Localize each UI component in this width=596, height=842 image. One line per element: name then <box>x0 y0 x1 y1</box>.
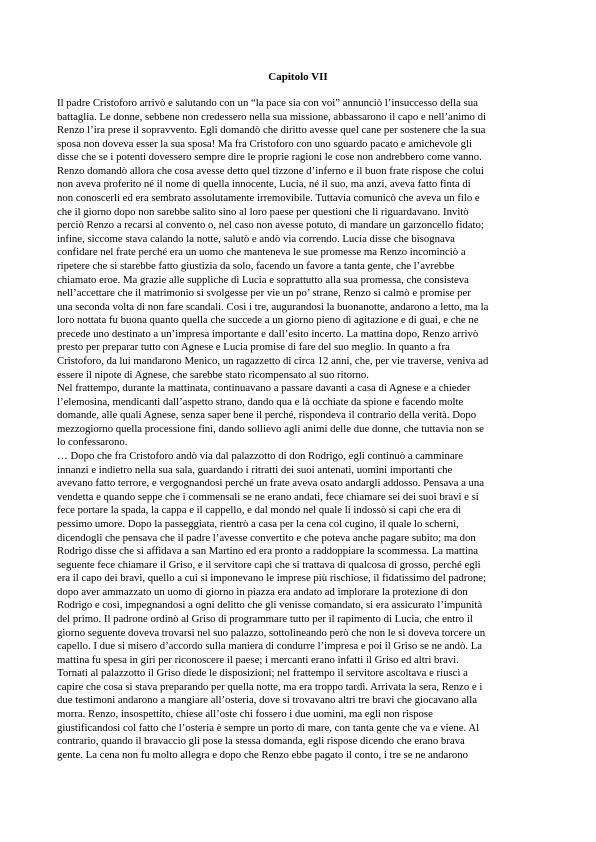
text-line: che il giorno dopo non sarebbe salito sino al loro paese per questioni che li riguardavano. Invitò <box>57 205 469 218</box>
text-line: capello. I due si misero d’accordo sulla maniera di condurre l’impresa e poi il Griso se ne andò. La <box>57 640 483 653</box>
text-line: Il padre Cristoforo arrivò e salutando con un “la pace sia con voi” annunciò l’insuccesso della sua <box>57 97 478 109</box>
text-line: morra. Renzo, insospettito, chiese all’oste chi fossero i due uomini, ma egli non rispose <box>57 708 433 721</box>
text-line: giorno seguente doveva trovarsi nel suo palazzo, sottolineando però che non le si doveva torcere un <box>57 626 486 639</box>
text-line: avevano fatto terrore, e vergognandosi perché un frate aveva osato andargli addosso. Pensava a una <box>57 477 485 490</box>
text-line: precede uno destinato a un’impresa importante e dall’esito incerto. La mattina dopo, Renzo arrivò <box>57 327 479 340</box>
text-line: Nel frattempo, durante la mattinata, continuavano a passare davanti a casa di Agnese e a chieder <box>57 382 471 395</box>
text-line: seguente fece chiamare il Griso, e il servitore capì che si trattava di qualcosa di grosso, perché egli <box>57 558 481 571</box>
text-line: contrario, quando il bravaccio gli pose la stessa domanda, egli rispose dicendo che erano brava <box>57 735 465 748</box>
text-line: due testimoni andarono a mangiare all’osteria, dove si trovavano altri tre bravi che giocavano alla <box>57 694 477 707</box>
text-line: infine, siccome stava calando la notte, salutò e andò via correndo. Lucia disse che bisognava <box>57 232 455 245</box>
text-line: Rodrigo e così, impegnandosi a ogni delitto che gli venisse comandato, si era assicurato l’impunità <box>57 599 483 612</box>
text-line: domande, alle quali Agnese, senza saper bene il perché, rispondeva il contrario della verità. Dopo <box>57 409 477 422</box>
text-line: … Dopo che fra Cristoforo andò via dal palazzotto di don Rodrigo, egli continuò a camminare <box>57 450 463 463</box>
text-line: chiamato eroe. Ma grazie alle suppliche di Lucia e soprattutto alla sua promessa, che consisteva <box>57 273 469 286</box>
text-line: vendetta e quando seppe che i commensali se ne erano andati, fece chiamare sei dei suoi bravi e si <box>57 490 479 503</box>
text-line: del primo. Il padrone ordinò al Griso di programmare tutto per il rapimento di Lucia, che entro il <box>57 612 473 625</box>
text-line: mattina fu spesa in giri per riconoscere il paese; i mercanti erano infatti il Griso ed altri bravi. <box>57 653 459 666</box>
text-line: pessimo umore. Dopo la passeggiata, rientrò a casa per la cena col cugino, il quale lo schernì, <box>57 517 459 530</box>
chapter-body <box>57 97 543 762</box>
text-line: dicendogli che pensava che il padre l’avesse convertito e che poteva anche pagare subito; ma don <box>57 531 476 544</box>
text-line: battaglia. Le donne, sebbene non credessero nella sua missione, abbassarono il capo e nell’animo di <box>57 110 486 123</box>
text-line: non conoscerli ed era sembrato assolutamente irremovibile. Tuttavia comunicò che aveva un filo e <box>57 192 480 205</box>
text-line: presto per preparar tutto con Agnese e Lucia promise di fare del suo meglio. In quanto a fra <box>57 341 450 354</box>
text-line: non aveva proferito né il nome di quella innocente, Lucia, né il suo, ma anzi, aveva fatto finta di <box>57 178 471 191</box>
text-line: gente. La cena non fu molto allegra e dopo che Renzo ebbe pagato il conto, i tre se ne andarono <box>57 748 469 761</box>
text-line: una seconda volta di non fare scandali. Così i tre, augurandosi la buonanotte, andarono a letto, ma la <box>57 300 489 313</box>
text-line: lo confessarono. <box>57 436 128 449</box>
text-line: Renzo l’ira prese il sopravvento. Egli domandò che diritto avesse quel cane per sostenere che la sua <box>57 124 486 137</box>
text-line: essere il nipote di Agnese, che sarebbe stato ricompensato al suo ritorno. <box>57 368 369 381</box>
text-line: Tornati al palazzotto il Griso diede le disposizioni; nel frattempo il servitore ascoltava e riuscì a <box>57 667 468 680</box>
text-line: era il capo dei bravi, quello a cui si imponevano le imprese più rischiose, il fidatissimo del padrone; <box>57 572 486 585</box>
text-line: fece portare la spada, la cappa e il cappello, e dal mondo nel quale li indossò si capì che era di <box>57 504 462 517</box>
text-line: dopo aver ammazzato un uomo di giorno in piazza era andato ad implorare la protezione di don <box>57 585 468 598</box>
text-line: l’elemosina, mendicanti dall’aspetto strano, dando qua e là occhiate da spione e facendo molte <box>57 395 464 408</box>
text-line: mezzogiorno quella processione finì, dando sollievo agli animi delle due donne, che tuttavia non se <box>57 422 484 435</box>
text-line: Renzo domandò allora che cosa avesse detto quel tizzone d’inferno e il buon frate rispose che colui <box>57 164 484 177</box>
text-line: Cristoforo, da lui mandarono Menico, un ragazzetto di circa 12 anni, che, per vie traverse, veniva ad <box>57 354 489 367</box>
text-line: disse che se i potenti dovessero sempre dire le proprie ragioni le cose non andrebbero come vanno. <box>57 151 482 164</box>
text-line: innanzi e indietro nella sua sala, guardando i ritratti dei suoi antenati, uomini importanti che <box>57 463 453 476</box>
text-line: ripetere che si starebbe fatto giustizia da solo, facendo un favore a tanta gente, che l’avrebbe <box>57 259 455 272</box>
text-line: nell’accettare che il matrimonio si svolgesse per vie un po’ strane, Renzo si calmò e promise per <box>57 287 471 300</box>
text-line: Rodrigo disse che si affidava a san Martino ed era pronto a raddoppiare la scommessa. La mattina <box>57 545 479 558</box>
text-line: perciò Renzo a recarsi al convento o, nel caso non avesse potuto, di mandare un garzoncello fidato; <box>57 219 484 232</box>
text-line: loro nottata fu buona quanto quella che succede a un giorno pieno di agitazione e di guai, e che ne <box>57 314 479 327</box>
text-line: confidare nel frate perché era un uomo che manteneva le sue promesse ma Renzo incominciò a <box>57 246 466 259</box>
text-line: sposa non doveva esser la sua sposa! Ma fra Cristoforo con uno sguardo pacato e amichevole gli <box>57 137 472 150</box>
chapter-title: Capitolo VII <box>268 71 328 83</box>
text-line: giustificandosi col fatto che l’osteria è sempre un porto di mare, con tanta gente che va e viene. Al <box>57 721 480 734</box>
text-line: capire che cosa si stava preparando per quella notte, ma era troppo tardi. Arrivata la sera, Renzo e i <box>57 680 483 693</box>
